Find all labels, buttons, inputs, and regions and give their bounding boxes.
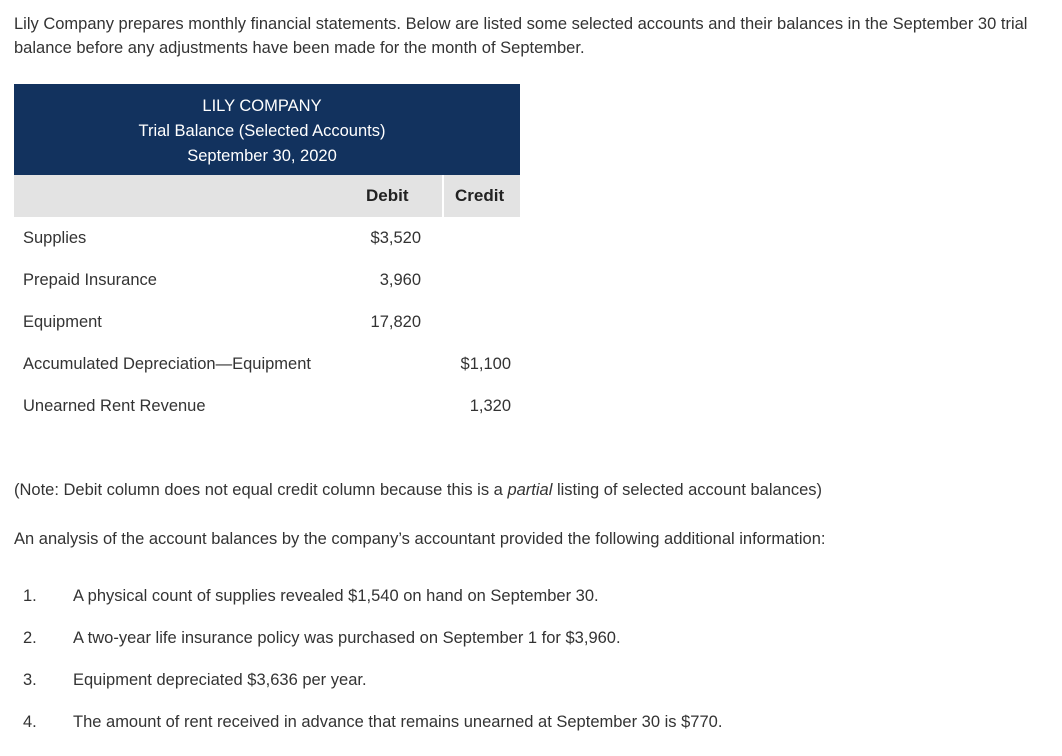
- item-text: Equipment depreciated $3,636 per year.: [73, 671, 367, 689]
- debit-column-header: Debit: [366, 186, 409, 205]
- statement-date: September 30, 2020: [187, 147, 337, 165]
- item-number: 1.: [23, 587, 37, 605]
- list-item: [14, 584, 1054, 626]
- company-name: LILY COMPANY: [202, 97, 322, 115]
- list-item: [14, 626, 1054, 668]
- debit-amount: $3,520: [370, 229, 421, 247]
- column-divider: [442, 175, 444, 217]
- debit-amount: 3,960: [379, 271, 421, 289]
- trial-balance-header: [14, 84, 520, 175]
- list-item: [14, 710, 1054, 752]
- account-name: Unearned Rent Revenue: [23, 397, 206, 415]
- credit-column-header: Credit: [455, 186, 505, 205]
- debit-amount: 17,820: [370, 313, 421, 331]
- item-text: A physical count of supplies revealed $1,540 on hand on September 30.: [73, 587, 599, 605]
- credit-amount: 1,320: [469, 397, 511, 415]
- item-text: A two-year life insurance policy was purchased on September 1 for $3,960.: [73, 629, 621, 647]
- credit-amount: $1,100: [460, 355, 511, 373]
- analysis-paragraph: An analysis of the account balances by the company’s accountant provided the following additional information:: [14, 530, 826, 548]
- account-name: Prepaid Insurance: [23, 271, 157, 289]
- item-number: 3.: [23, 671, 37, 689]
- column-header-row: [14, 175, 520, 217]
- partial-listing-note: [14, 478, 822, 502]
- account-name: Supplies: [23, 229, 87, 247]
- item-number: 4.: [23, 713, 37, 731]
- statement-title: Trial Balance (Selected Accounts): [138, 122, 386, 140]
- trial-balance-table: [14, 84, 520, 427]
- item-text: The amount of rent received in advance that remains unearned at September 30 is $770.: [73, 713, 723, 731]
- table-row: [14, 385, 520, 427]
- note-text-before: (Note: Debit column does not equal credit column because this is a: [14, 481, 508, 499]
- intro-paragraph: Lily Company prepares monthly financial statements. Below are listed some selected accounts and their balances in the September 30 trial balance before any adjustments have been made for the month of September.: [14, 15, 1028, 57]
- account-name: Accumulated Depreciation—Equipment: [23, 355, 311, 373]
- item-number: 2.: [23, 629, 37, 647]
- table-row: [14, 259, 520, 301]
- account-name: Equipment: [23, 313, 102, 331]
- note-text-after: listing of selected account balances): [552, 481, 823, 499]
- list-item: [14, 668, 1054, 710]
- table-row: [14, 343, 520, 385]
- table-row: [14, 217, 520, 259]
- note-emphasis: partial: [507, 481, 553, 499]
- table-row: [14, 301, 520, 343]
- additional-info-list: [14, 584, 1054, 752]
